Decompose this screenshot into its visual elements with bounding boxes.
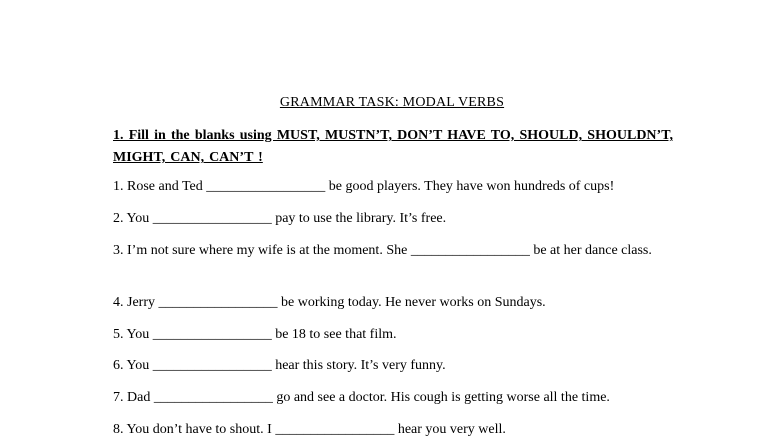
exercise-item bbox=[113, 292, 683, 313]
item-text-after: be 18 to see that film. bbox=[271, 327, 397, 342]
answer-blank: _________________ bbox=[152, 327, 272, 342]
item-text-before: 1. Rose and Ted bbox=[113, 179, 207, 194]
exercise-item bbox=[113, 208, 683, 229]
exercise-item bbox=[113, 419, 683, 440]
answer-blank: _________________ bbox=[410, 243, 530, 258]
answer-blank: _________________ bbox=[153, 390, 273, 405]
item-text-after: be working today. He never works on Sundays. bbox=[277, 295, 546, 310]
item-text-before: 8. You don’t have to shout. I bbox=[113, 422, 276, 437]
item-text-before: 5. You bbox=[113, 327, 153, 342]
item-text-before: 6. You bbox=[113, 358, 153, 373]
item-text-before: 7. Dad bbox=[113, 390, 154, 405]
item-text-after: go and see a doctor. His cough is getting worse all the time. bbox=[272, 390, 610, 405]
exercise-item bbox=[113, 387, 683, 408]
answer-blank: _________________ bbox=[158, 295, 278, 310]
item-text-before: 2. You bbox=[113, 211, 153, 226]
item-text-after: be good players. They have won hundreds of cups! bbox=[325, 179, 615, 194]
item-text-after: pay to use the library. It’s free. bbox=[271, 211, 447, 226]
exercise-instruction: 1. Fill in the blanks using MUST, MUSTN’T, DON’T HAVE TO, SHOULD, SHOULDN’T, MIGHT, CAN, CAN’T ! bbox=[113, 128, 673, 165]
exercise-item bbox=[113, 355, 683, 376]
answer-blank: _________________ bbox=[275, 422, 395, 437]
worksheet-title: GRAMMAR TASK: MODAL VERBS bbox=[279, 95, 505, 110]
exercise-item bbox=[113, 240, 683, 261]
item-text-before: 4. Jerry bbox=[113, 295, 159, 310]
answer-blank: _________________ bbox=[152, 358, 272, 373]
exercise-item bbox=[113, 324, 683, 345]
answer-blank: _________________ bbox=[206, 179, 326, 194]
item-text-after: hear you very well. bbox=[394, 422, 506, 437]
item-text-after: be at her dance class. bbox=[529, 243, 652, 258]
item-text-before: 3. I’m not sure where my wife is at the moment. She bbox=[113, 243, 411, 258]
exercise-item bbox=[113, 176, 683, 197]
item-text-after: hear this story. It’s very funny. bbox=[271, 358, 446, 373]
answer-blank: _________________ bbox=[152, 211, 272, 226]
